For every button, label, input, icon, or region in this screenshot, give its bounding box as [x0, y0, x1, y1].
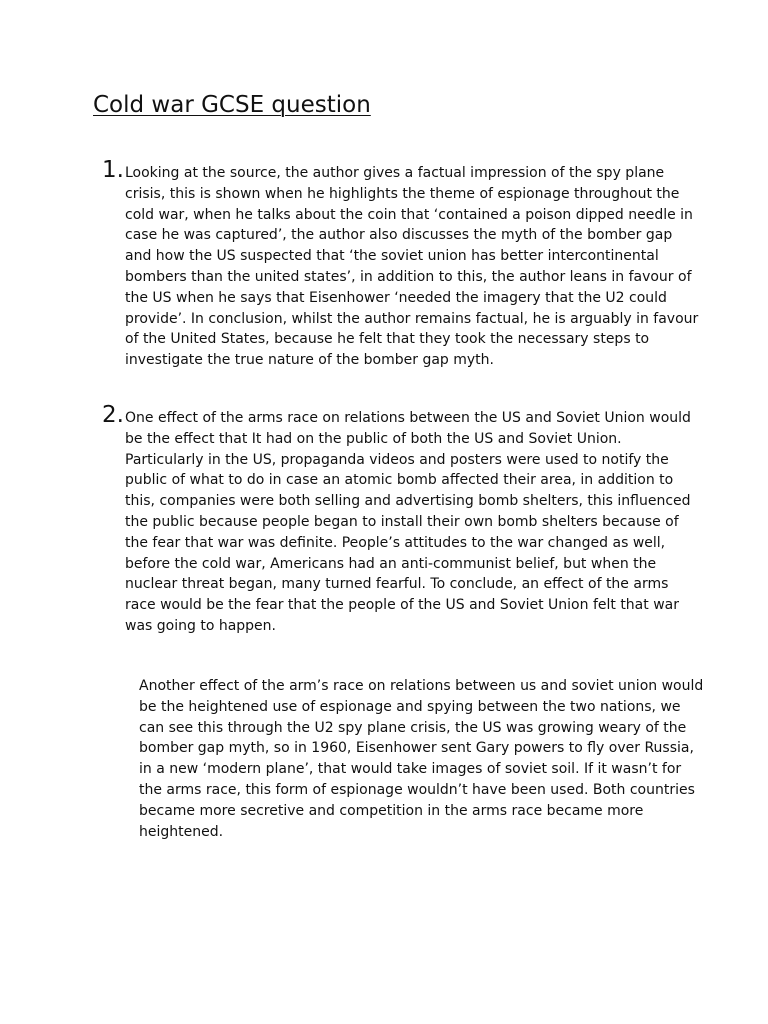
page-title: Cold war GCSE question [93, 92, 371, 118]
list-item-number: 2. [102, 402, 124, 428]
body-paragraph: Another effect of the arm’s race on relations between us and soviet union would be the heightened use of espionage and spying between the two nations, we can see this through the U2 spy plane crisis, the US was growing weary of the bomber gap myth, so in 1960, Eisenhower sent Gary powers to fly over Russia, in a new ‘modern plane’, that would take images of soviet soil. If it wasn’t for the arms race, this form of espionage wouldn’t have been used. Both countries became more secretive and competition in the arms race became more heightened. [139, 678, 704, 840]
list-item-text: Looking at the source, the author gives a factual impression of the spy plane crisis, this is shown when he highlights the theme of espionage throughout the cold war, when he talks about the coin that ‘contained a poison dipped needle in case he was captured’, the author also discusses the myth of the bomber gap and how the US suspected that ‘the soviet union has better intercontinental bombers than the united states’, in addition to this, the author leans in favour of the US when he says that Eisenhower ‘needed the imagery that the U2 could provide’. In conclusion, whilst the author remains factual, he is arguably in favour of the United States, because he felt that they took the necessary steps to investigate the true nature of the bomber gap myth. [125, 165, 699, 369]
list-item [102, 399, 702, 637]
list-item-number: 1. [102, 157, 124, 183]
list-item-text: One effect of the arms race on relations between the US and Soviet Union would be the effect that It had on the public of both the US and Soviet Union. Particularly in the US, propaganda videos and posters were used to notify the public of what to do in case an atomic bomb affected their area, in addition to this, companies were both selling and advertising bomb shelters, this influenced the public because people began to install their own bomb shelters because of the fear that war was definite. People’s attitudes to the war changed as well, before the cold war, Americans had an anti-communist belief, but when the nuclear threat began, many turned fearful. To conclude, an effect of the arms race would be the fear that the people of the US and Soviet Union felt that war was going to happen. [125, 410, 691, 634]
list-item [102, 154, 702, 371]
